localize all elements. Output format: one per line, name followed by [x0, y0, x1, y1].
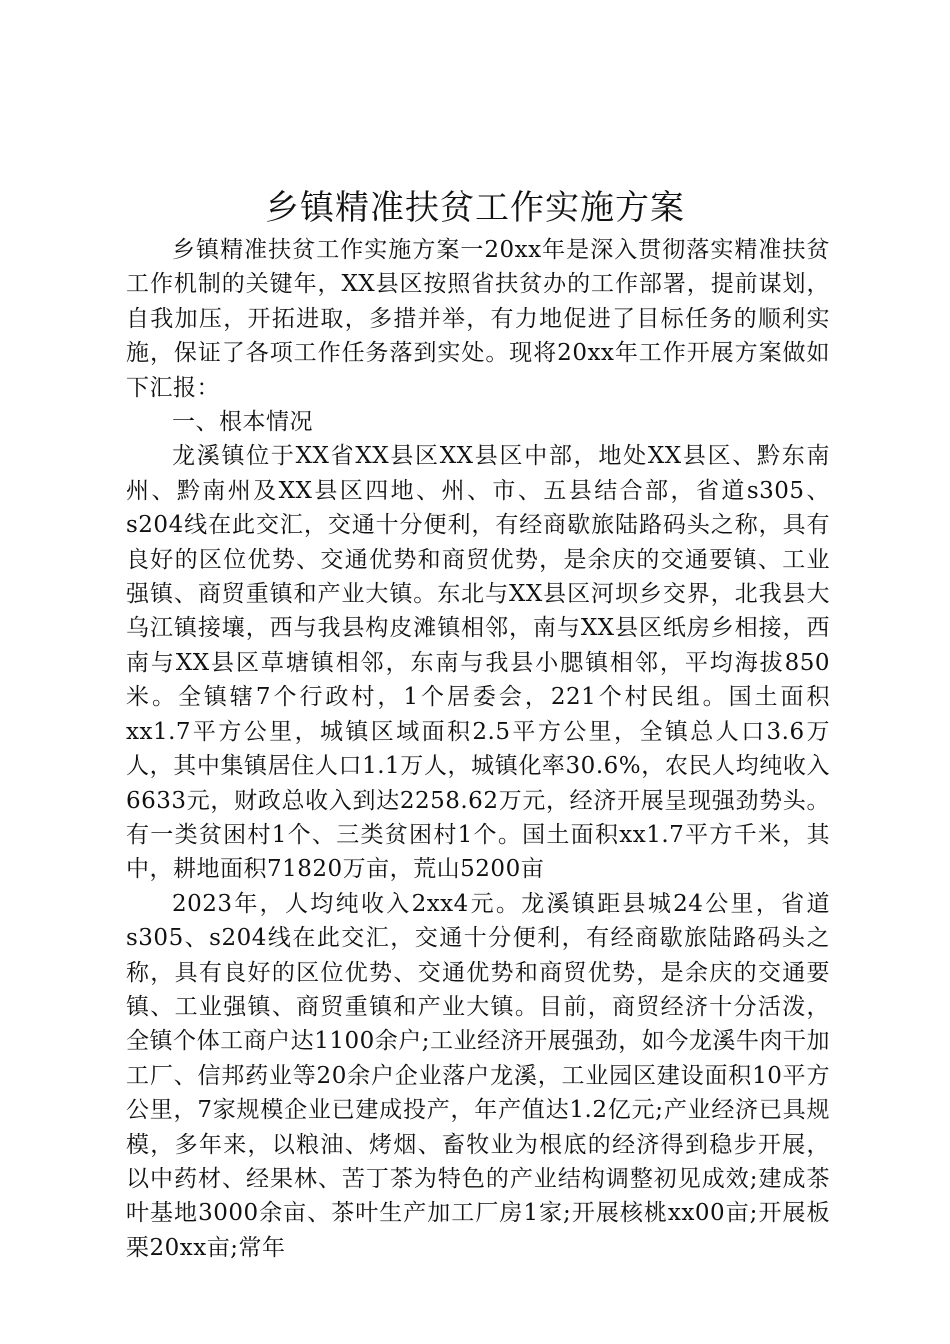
intro-paragraph: 乡镇精准扶贫工作实施方案一20xx年是深入贯彻落实精准扶贫工作机制的关键年，XX县区按照省扶贫办的工作部署，提前谋划，自我加压，开拓进取，多措并举，有力地促进了目标任务的顺利实施，保证了各项工作任务落到实处。现将20xx年工作开展方案做如下汇报：: [126, 237, 830, 401]
section-heading: 一、根本情况: [172, 409, 313, 436]
economy-paragraph: 2023年，人均纯收入2xx4元。龙溪镇距县城24公里，省道s305、s204线在此交汇，交通十分便利，有经商歇旅陆路码头之称，具有良好的区位优势、交通优势和商贸优势，是余庆的交通要镇、工业强镇、商贸重镇和产业大镇。目前，商贸经济十分活泼，全镇个体工商户达1100余户;工业经济开展强劲，如今龙溪牛肉干加工厂、信邦药业等20余户企业落户龙溪，工业园区建设面积10平方公里，7家规模企业已建成投产，年产值达1.2亿元;产业经济已具规模，多年来，以粮油、烤烟、畜牧业为根底的经济得到稳步开展，以中药材、经果林、苦丁茶为特色的产业结构调整初见成效;建成茶叶基地3000余亩、茶叶生产加工厂房1家;开展核桃xx00亩;开展板栗20xx亩;常年: [126, 890, 830, 1261]
document-title: 乡镇精准扶贫工作实施方案: [265, 188, 685, 228]
basic-info-paragraph: 龙溪镇位于XX省XX县区XX县区中部，地处XX县区、黔东南州、黔南州及XX县区四地、州、市、五县结合部，省道s305、s204线在此交汇，交通十分便利，有经商歇旅陆路码头之称，具有良好的区位优势、交通优势和商贸优势，是余庆的交通要镇、工业强镇、商贸重镇和产业大镇。东北与XX县区河坝乡交界，北我县大乌江镇接壤，西与我县构皮滩镇相邻，南与XX县区纸房乡相接，西南与XX县区草塘镇相邻，东南与我县小腮镇相邻，平均海拔850米。全镇辖7个行政村，1个居委会，221个村民组。国土面积xx1.7平方公里，城镇区域面积2.5平方公里，全镇总人口3.6万人，其中集镇居住人口1.1万人，城镇化率30.6%，农民人均纯收入6633元，财政总收入到达2258.62万元，经济开展呈现强劲势头。有一类贫困村1个、三类贫困村1个。国土面积xx1.7平方千米，其中，耕地面积71820万亩，荒山5200亩: [126, 443, 830, 883]
document-body: [126, 233, 830, 1265]
